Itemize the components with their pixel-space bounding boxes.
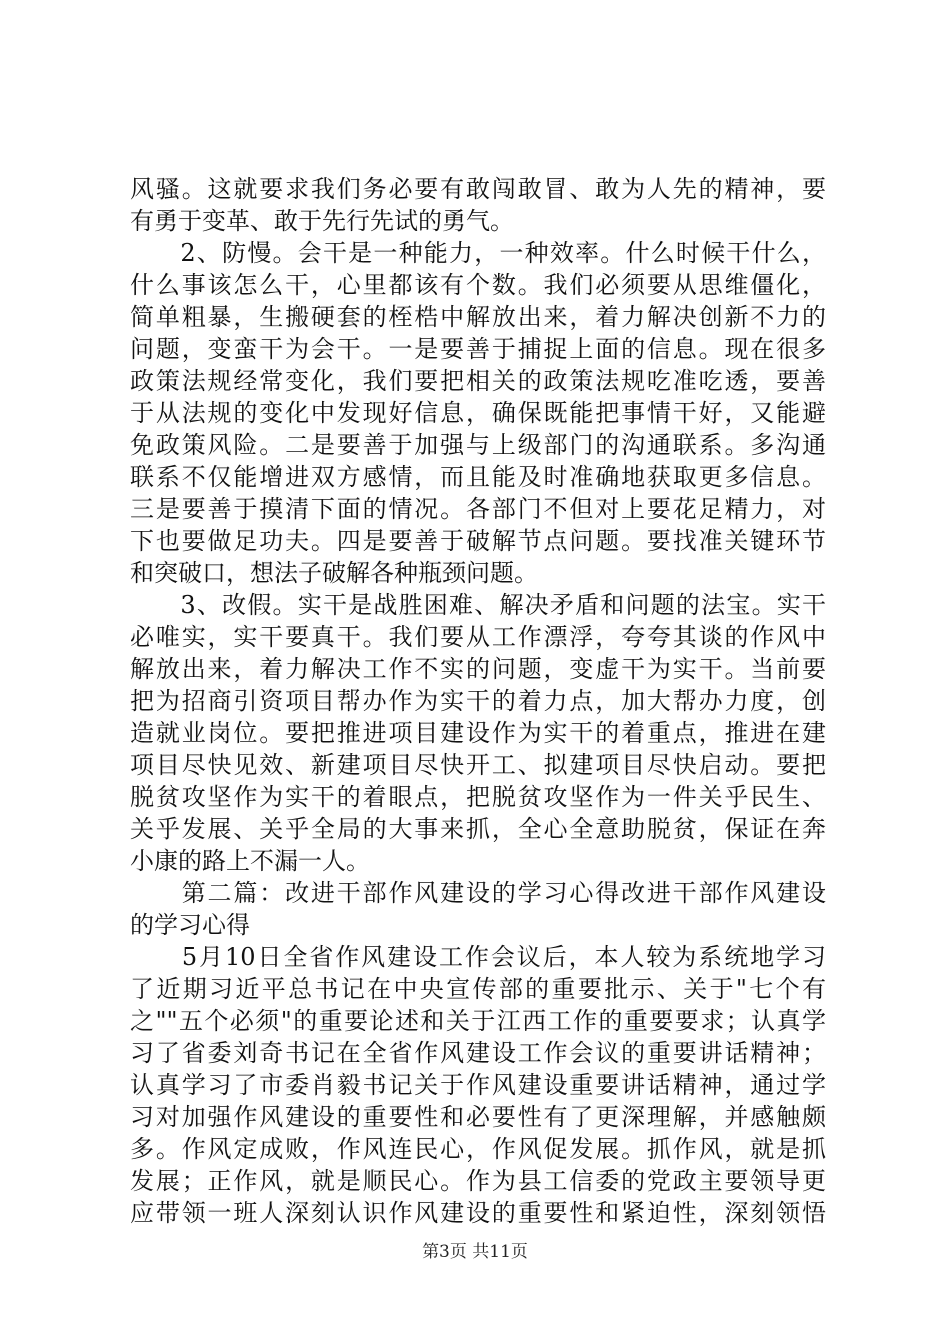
text-line: 认真学习了市委肖毅书记关于作风建设重要讲话精神，通过学 xyxy=(130,1071,826,1099)
text-line: 习对加强作风建设的重要性和必要性有了更深理解，并感触颇 xyxy=(130,1103,826,1131)
text-line: 解放出来，着力解决工作不实的问题，变虚干为实干。当前要 xyxy=(130,655,826,683)
text-line: 发展；正作风，就是顺民心。作为县工信委的党政主要领导更 xyxy=(130,1167,826,1195)
text-line: 项目尽快见效、新建项目尽快开工、拟建项目尽快启动。要把 xyxy=(130,751,826,779)
text-line: 关乎发展、关乎全局的大事来抓，全心全意助脱贫，保证在奔 xyxy=(130,815,826,843)
text-line: 有勇于变革、敢于先行先试的勇气。 xyxy=(130,207,514,235)
text-line: 下也要做足功夫。四是要善于破解节点问题。要找准关键环节 xyxy=(130,527,826,555)
text-line: 和突破口，想法子破解各种瓶颈问题。 xyxy=(130,559,538,587)
text-line: 于从法规的变化中发现好信息，确保既能把事情干好，又能避 xyxy=(130,399,826,427)
text-line: 3、改假。实干是战胜困难、解决矛盾和问题的法宝。实干 xyxy=(130,591,826,619)
text-line: 风骚。这就要求我们务必要有敢闯敢冒、敢为人先的精神，要 xyxy=(130,175,826,203)
text-line: 第二篇：改进干部作风建设的学习心得改进干部作风建设 xyxy=(130,879,826,907)
page-footer: 第3页 共11页 xyxy=(422,1242,528,1262)
text-line: 什么事该怎么干，心里都该有个数。我们必须要从思维僵化， xyxy=(130,271,826,299)
text-line: 问题，变蛮干为会干。一是要善于捕捉上面的信息。现在很多 xyxy=(130,335,826,363)
text-line: 把为招商引资项目帮办作为实干的着力点，加大帮办力度，创 xyxy=(130,687,826,715)
text-line: 5月10日全省作风建设工作会议后，本人较为系统地学习 xyxy=(130,943,826,971)
text-line: 脱贫攻坚作为实干的着眼点，把脱贫攻坚作为一件关乎民生、 xyxy=(130,783,826,811)
text-line: 简单粗暴，生搬硬套的桎梏中解放出来，着力解决创新不力的 xyxy=(130,303,826,331)
text-line: 应带领一班人深刻认识作风建设的重要性和紧迫性，深刻领悟 xyxy=(130,1199,826,1227)
text-line: 的学习心得 xyxy=(130,911,250,939)
text-line: 必唯实，实干要真干。我们要从工作漂浮，夸夸其谈的作风中 xyxy=(130,623,826,651)
text-line: 了近期习近平总书记在中央宣传部的重要批示、关于"七个有 xyxy=(130,975,826,1003)
text-line: 免政策风险。二是要善于加强与上级部门的沟通联系。多沟通 xyxy=(130,431,826,459)
text-line: 之""五个必须"的重要论述和关于江西工作的重要要求；认真学 xyxy=(130,1007,826,1035)
text-line: 习了省委刘奇书记在全省作风建设工作会议的重要讲话精神； xyxy=(130,1039,826,1067)
text-line: 小康的路上不漏一人。 xyxy=(130,847,370,875)
text-line: 政策法规经常变化，我们要把相关的政策法规吃准吃透，要善 xyxy=(130,367,826,395)
text-line: 多。作风定成败，作风连民心，作风促发展。抓作风，就是抓 xyxy=(130,1135,826,1163)
text-line: 2、防慢。会干是一种能力，一种效率。什么时候干什么， xyxy=(130,239,826,267)
text-line: 三是要善于摸清下面的情况。各部门不但对上要花足精力，对 xyxy=(130,495,826,523)
text-line: 造就业岗位。要把推进项目建设作为实干的着重点，推进在建 xyxy=(130,719,826,747)
document-body xyxy=(130,173,826,1229)
text-line: 联系不仅能增进双方感情，而且能及时准确地获取更多信息。 xyxy=(130,463,826,491)
